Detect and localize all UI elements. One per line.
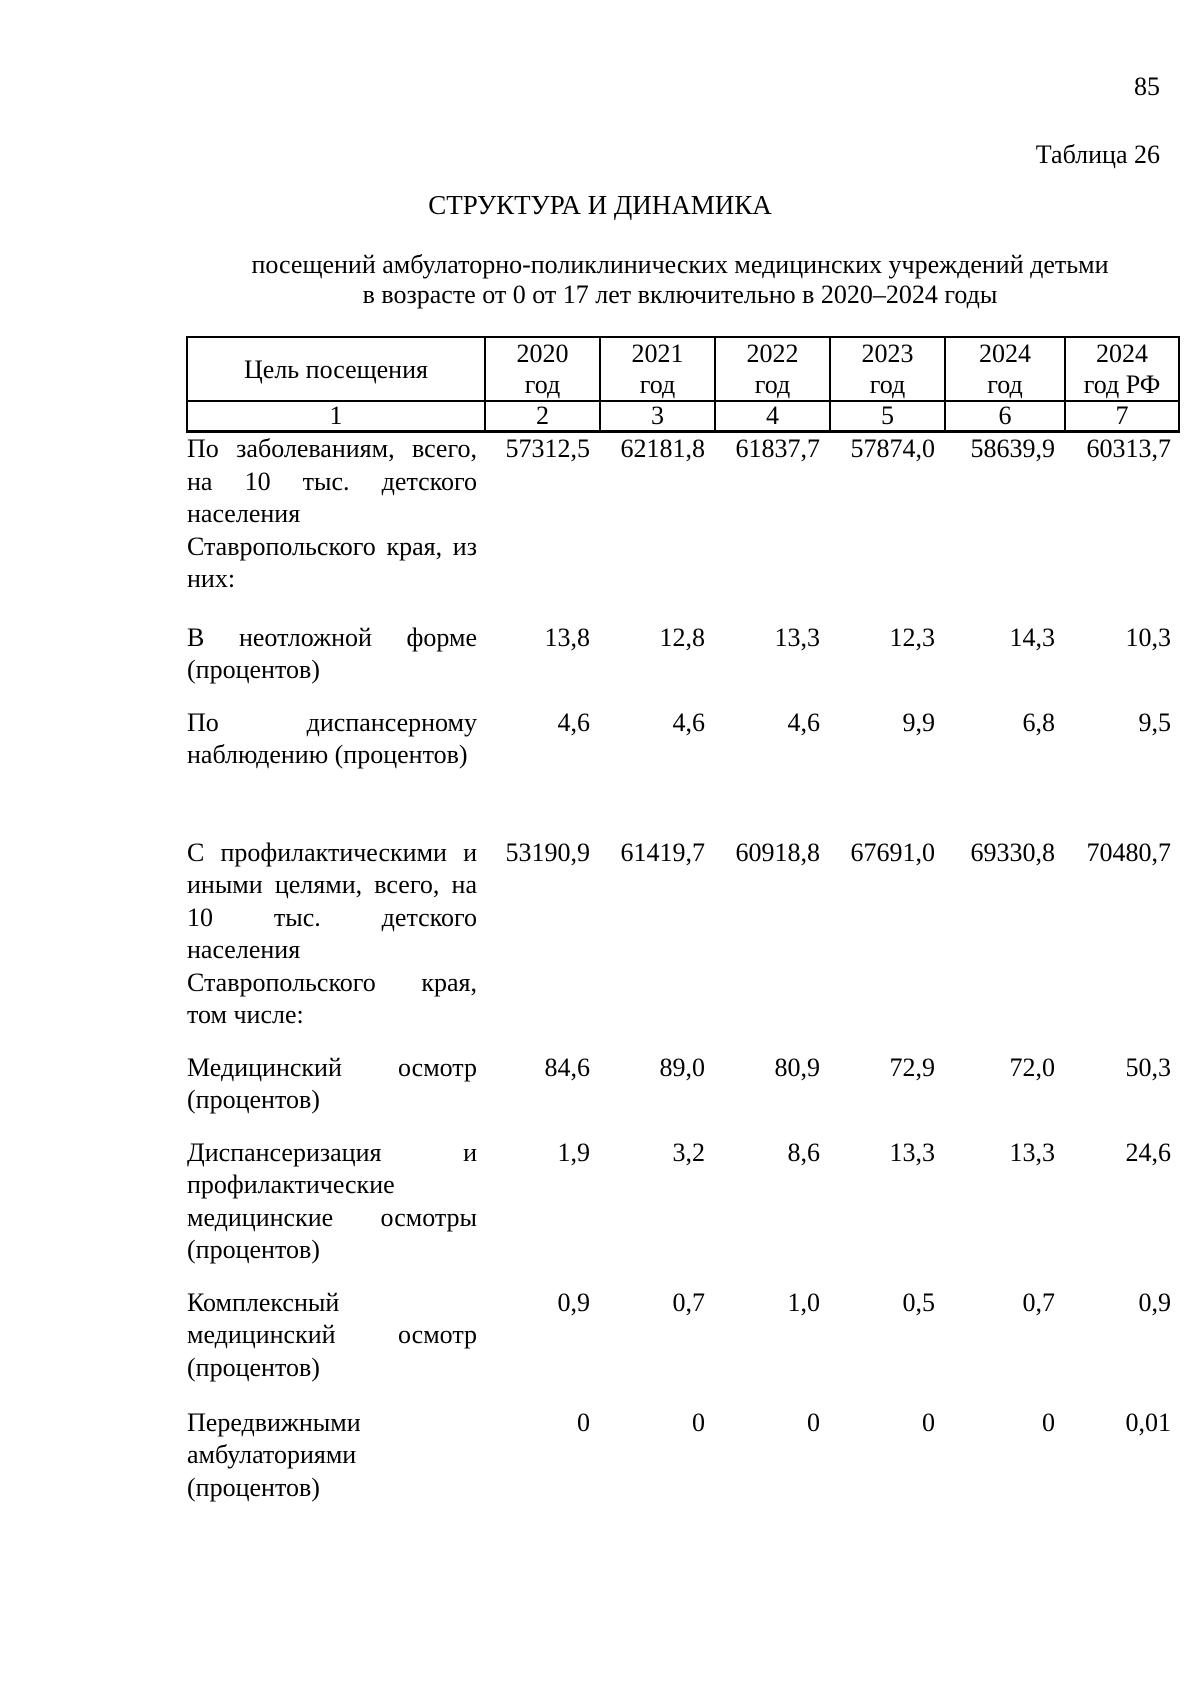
subtitle-line-2: в возрасте от 0 от 17 лет включительно в 2020–2024 годы bbox=[362, 280, 998, 309]
row-value: 9,9 bbox=[902, 707, 935, 737]
row-value: 0 bbox=[692, 1407, 705, 1437]
row-value: 8,6 bbox=[787, 1137, 820, 1167]
row-value: 9,5 bbox=[1138, 707, 1171, 737]
row-label: В неотложной форме (процентов) bbox=[187, 622, 477, 684]
row-value: 72,0 bbox=[1009, 1052, 1055, 1082]
header-2024: 2024 год bbox=[945, 337, 1065, 401]
column-number: 1 bbox=[187, 401, 485, 432]
column-number: 5 bbox=[830, 401, 945, 432]
column-number: 2 bbox=[485, 401, 600, 432]
header-purpose: Цель посещения bbox=[187, 337, 485, 401]
column-number: 4 bbox=[715, 401, 830, 432]
table-row bbox=[187, 1287, 1179, 1407]
row-value: 0 bbox=[807, 1407, 820, 1437]
row-value: 13,3 bbox=[1009, 1137, 1055, 1167]
row-value: 0,7 bbox=[672, 1287, 705, 1317]
row-label: Диспансеризация и профилактические медицинские осмотры (процентов) bbox=[187, 1137, 477, 1264]
row-value: 13,3 bbox=[774, 622, 820, 652]
row-value: 53190,9 bbox=[505, 837, 590, 867]
table-row bbox=[187, 622, 1179, 707]
table-row bbox=[187, 1137, 1179, 1287]
page-number: 85 bbox=[1134, 72, 1160, 101]
row-value: 1,9 bbox=[557, 1137, 590, 1167]
column-number: 3 bbox=[600, 401, 715, 432]
row-value: 70480,7 bbox=[1086, 837, 1171, 867]
visits-table bbox=[186, 336, 1180, 1517]
row-value: 60313,7 bbox=[1086, 434, 1171, 463]
row-label: Передвижными амбулаториями (процентов) bbox=[187, 1407, 361, 1502]
row-value: 4,6 bbox=[787, 707, 820, 737]
row-label: По диспансерному наблюдению (процентов) bbox=[187, 707, 477, 769]
header-2021: 2021 год bbox=[600, 337, 715, 401]
row-value: 57312,5 bbox=[505, 434, 590, 463]
table-row bbox=[187, 1407, 1179, 1517]
header-2024-rf: 2024 год РФ bbox=[1065, 337, 1179, 401]
row-value: 13,3 bbox=[889, 1137, 935, 1167]
table-body bbox=[187, 432, 1179, 1517]
row-label: Медицинский осмотр (процентов) bbox=[187, 1052, 477, 1114]
row-value: 0,7 bbox=[1022, 1287, 1055, 1317]
row-value: 12,8 bbox=[659, 622, 705, 652]
row-value: 4,6 bbox=[557, 707, 590, 737]
row-value: 72,9 bbox=[889, 1052, 935, 1082]
header-2023: 2023 год bbox=[830, 337, 945, 401]
header-row bbox=[187, 337, 1179, 401]
table-row bbox=[187, 1052, 1179, 1137]
table-row bbox=[187, 432, 1179, 622]
table-number: Таблица 26 bbox=[1035, 140, 1160, 169]
header-2020: 2020 год bbox=[485, 337, 600, 401]
row-value: 89,0 bbox=[659, 1052, 705, 1082]
row-value: 0,9 bbox=[557, 1287, 590, 1317]
table-row bbox=[187, 707, 1179, 837]
header-2022: 2022 год bbox=[715, 337, 830, 401]
table-row bbox=[187, 837, 1179, 1052]
row-value: 4,6 bbox=[672, 707, 705, 737]
row-value: 57874,0 bbox=[850, 434, 935, 463]
row-value: 61837,7 bbox=[735, 434, 820, 463]
document-title: СТРУКТУРА И ДИНАМИКА bbox=[428, 190, 772, 220]
row-value: 13,8 bbox=[544, 622, 590, 652]
row-value: 69330,8 bbox=[970, 837, 1055, 867]
row-label: С профилактическими и иными целями, всего, на 10 тыс. детского населения Ставропольского края, том числе: bbox=[187, 837, 477, 1029]
row-value: 60918,8 bbox=[735, 837, 820, 867]
row-value: 0 bbox=[577, 1407, 590, 1437]
document-subtitle bbox=[180, 250, 1180, 310]
row-value: 12,3 bbox=[889, 622, 935, 652]
row-value: 6,8 bbox=[1022, 707, 1055, 737]
row-value: 0 bbox=[922, 1407, 935, 1437]
row-value: 84,6 bbox=[544, 1052, 590, 1082]
row-value: 50,3 bbox=[1125, 1052, 1171, 1082]
row-value: 24,6 bbox=[1125, 1137, 1171, 1167]
column-number: 7 bbox=[1065, 401, 1179, 432]
row-value: 3,2 bbox=[672, 1137, 705, 1167]
row-value: 10,3 bbox=[1125, 622, 1171, 652]
column-number-row bbox=[187, 401, 1179, 432]
row-value: 14,3 bbox=[1009, 622, 1055, 652]
row-value: 62181,8 bbox=[620, 434, 705, 463]
column-number: 6 bbox=[945, 401, 1065, 432]
row-value: 0,5 bbox=[902, 1287, 935, 1317]
row-label: Комплексный медицинский осмотр (процентов) bbox=[187, 1287, 477, 1382]
row-value: 61419,7 bbox=[620, 837, 705, 867]
row-value: 0,9 bbox=[1138, 1287, 1171, 1317]
row-value: 58639,9 bbox=[970, 434, 1055, 463]
row-value: 0 bbox=[1042, 1407, 1055, 1437]
row-value: 0,01 bbox=[1125, 1407, 1171, 1437]
row-value: 80,9 bbox=[774, 1052, 820, 1082]
row-value: 1,0 bbox=[787, 1287, 820, 1317]
subtitle-line-1: посещений амбулаторно-поликлинических медицинских учреждений детьми bbox=[251, 250, 1109, 279]
row-label: По заболеваниям, всего, на 10 тыс. детского населения Ставропольского края, из них: bbox=[187, 434, 477, 593]
row-value: 67691,0 bbox=[850, 837, 935, 867]
